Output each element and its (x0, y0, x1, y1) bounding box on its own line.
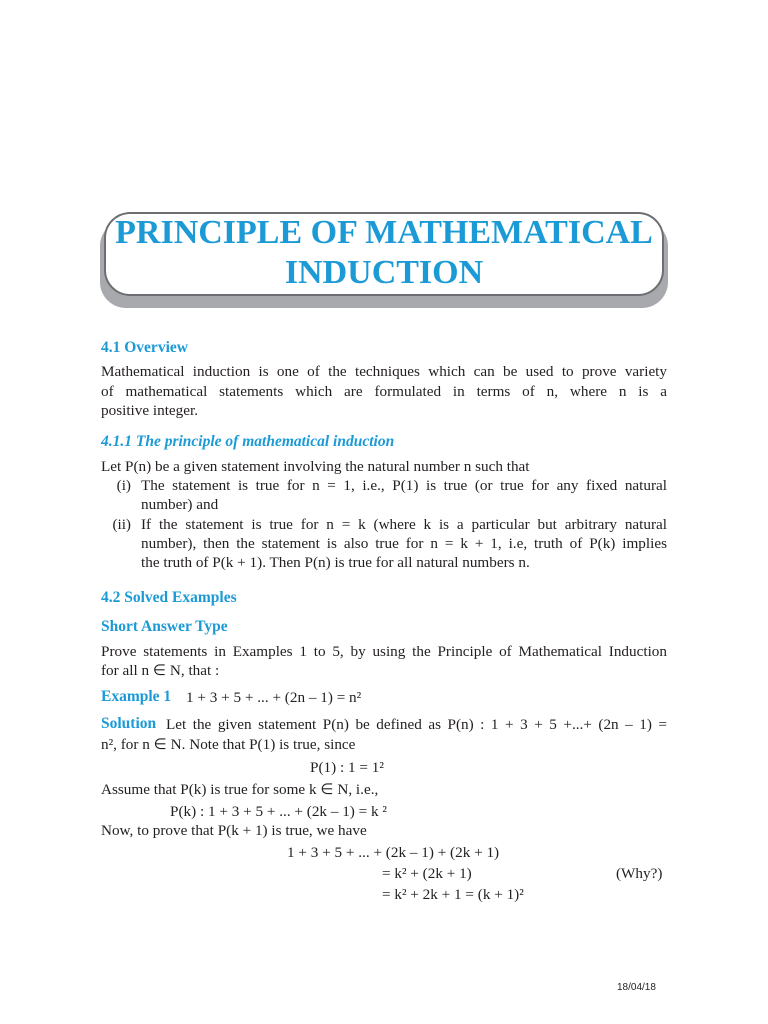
example-1-statement: 1 + 3 + 5 + ... + (2n – 1) = n² (186, 689, 362, 706)
overview-heading: 4.1 Overview (101, 339, 188, 356)
chapter-title (104, 213, 664, 293)
solution-label: Solution (101, 715, 157, 732)
why-note: (Why?) (616, 865, 663, 882)
solved-intro-line-2: for all n ∈ N, that : (101, 662, 220, 679)
principle-item-2-number: (ii) (112, 516, 131, 533)
solved-examples-heading: 4.2 Solved Examples (101, 589, 237, 606)
principle-heading: 4.1.1 The principle of mathematical induction (101, 433, 395, 450)
principle-item-1-line-2: number) and (141, 496, 219, 513)
now-line: Now, to prove that P(k + 1) is true, we have (101, 822, 367, 839)
solved-intro-line-1: Prove statements in Examples 1 to 5, by using the Principle of Mathematical Induction (101, 643, 667, 660)
principle-item-2-line-2: number), then the statement is also true for n = k + 1, i.e, truth of P(k) implies (141, 535, 667, 552)
overview-line-1: Mathematical induction is one of the techniques which can be used to prove variety (101, 363, 667, 380)
equation-line-3: = k² + 2k + 1 = (k + 1)² (382, 886, 524, 903)
chapter-title-line-2: INDUCTION (284, 254, 484, 291)
equation-line-2: = k² + (2k + 1) (382, 865, 472, 882)
chapter-title-line-1: PRINCIPLE OF MATHEMATICAL (115, 214, 653, 251)
equation-line-1: 1 + 3 + 5 + ... + (2k – 1) + (2k + 1) (287, 844, 500, 861)
principle-item-2-line-3: the truth of P(k + 1). Then P(n) is true for all natural numbers n. (141, 554, 530, 571)
example-1-label: Example 1 (101, 688, 172, 705)
solution-line-1: Let the given statement P(n) be defined as P(n) : 1 + 3 + 5 +...+ (2n – 1) = (166, 716, 667, 733)
overview-line-2: of mathematical statements which are formulated in terms of n, where n is a (101, 383, 667, 400)
assume-line: Assume that P(k) is true for some k ∈ N, i.e., (101, 781, 379, 798)
principle-item-1-number: (i) (116, 477, 131, 494)
pk-equation: P(k) : 1 + 3 + 5 + ... + (2k – 1) = k ² (170, 803, 387, 820)
short-answer-heading: Short Answer Type (101, 618, 228, 635)
overview-line-3: positive integer. (101, 402, 199, 419)
principle-item-2-line-1: If the statement is true for n = k (where k is a particular but arbitrary natural (141, 516, 667, 533)
p1-equation: P(1) : 1 = 1² (310, 759, 384, 776)
principle-intro: Let P(n) be a given statement involving the natural number n such that (101, 458, 530, 475)
footer-date: 18/04/18 (617, 982, 656, 993)
solution-line-2: n², for n ∈ N. Note that P(1) is true, since (101, 736, 356, 753)
principle-item-1-line-1: The statement is true for n = 1, i.e., P(1) is true (or true for any fixed natural (141, 477, 667, 494)
